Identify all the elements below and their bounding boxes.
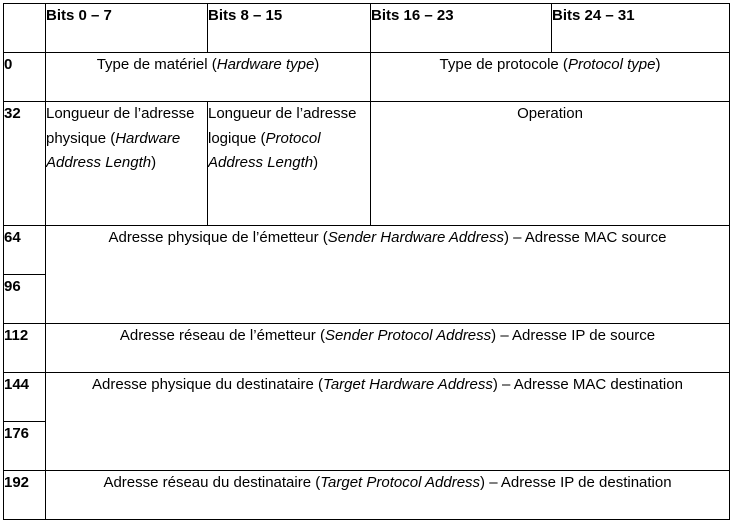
hardware-type-fr: Type de matériel ( xyxy=(96,56,217,73)
row-offset-64 xyxy=(4,226,730,275)
tpa-fr: Adresse réseau du destinataire ( xyxy=(103,474,321,491)
tha-en: Target Hardware Address xyxy=(323,376,493,393)
row-offset-0 xyxy=(4,53,730,102)
hardware-type-cell xyxy=(46,53,371,102)
row-offset-144 xyxy=(4,373,730,422)
header-bits-24-31: Bits 24 – 31 xyxy=(552,4,730,53)
header-bits-0-7: Bits 0 – 7 xyxy=(46,4,208,53)
hw-len-fr: Longueur de l’adresse physique ( xyxy=(46,105,195,147)
row-offset-112 xyxy=(4,324,730,373)
offset-32: 32 xyxy=(4,102,46,226)
proto-len-end: ) xyxy=(313,154,319,171)
hw-len-end: ) xyxy=(151,154,157,171)
offset-0: 0 xyxy=(4,53,46,102)
protocol-type-fr: Type de protocole ( xyxy=(439,56,568,73)
header-row xyxy=(4,4,730,53)
offset-176: 176 xyxy=(4,422,46,471)
offset-112: 112 xyxy=(4,324,46,373)
row-offset-192 xyxy=(4,471,730,520)
hardware-type-en: Hardware type xyxy=(216,56,315,73)
protocol-type-en: Protocol type xyxy=(567,56,656,73)
target-protocol-address-cell xyxy=(46,471,730,520)
hardware-type-end: ) xyxy=(314,56,320,73)
protocol-type-end: ) xyxy=(655,56,661,73)
tpa-en: Target Protocol Address xyxy=(320,474,481,491)
offset-64: 64 xyxy=(4,226,46,275)
proto-len-en: Protocol Address Length xyxy=(208,129,321,171)
tha-end: ) – Adresse MAC destination xyxy=(492,376,683,393)
sha-end: ) – Adresse MAC source xyxy=(503,229,667,246)
offset-144: 144 xyxy=(4,373,46,422)
arp-packet-table xyxy=(3,3,730,520)
protocol-type-cell xyxy=(371,53,730,102)
hardware-address-length-cell xyxy=(46,102,208,226)
header-bits-8-15: Bits 8 – 15 xyxy=(208,4,371,53)
sender-hardware-address-cell xyxy=(46,226,730,324)
sender-protocol-address-cell xyxy=(46,324,730,373)
sha-en: Sender Hardware Address xyxy=(327,229,504,246)
spa-end: ) – Adresse IP de source xyxy=(491,327,656,344)
spa-en: Sender Protocol Address xyxy=(324,327,492,344)
header-bits-16-23: Bits 16 – 23 xyxy=(371,4,552,53)
offset-96: 96 xyxy=(4,275,46,324)
proto-len-fr: Longueur de l’adresse logique ( xyxy=(208,105,357,147)
operation-cell: Operation xyxy=(371,102,730,226)
spa-fr: Adresse réseau de l’émetteur ( xyxy=(119,327,325,344)
sha-fr: Adresse physique de l’émetteur ( xyxy=(108,229,328,246)
offset-192: 192 xyxy=(4,471,46,520)
tpa-end: ) – Adresse IP de destination xyxy=(480,474,672,491)
target-hardware-address-cell xyxy=(46,373,730,471)
header-corner-cell xyxy=(4,4,46,53)
row-offset-32 xyxy=(4,102,730,226)
arp-packet-table-wrapper xyxy=(3,3,730,520)
tha-fr: Adresse physique du destinataire ( xyxy=(92,376,324,393)
hw-len-en: Hardware Address Length xyxy=(46,129,181,171)
protocol-address-length-cell xyxy=(208,102,371,226)
